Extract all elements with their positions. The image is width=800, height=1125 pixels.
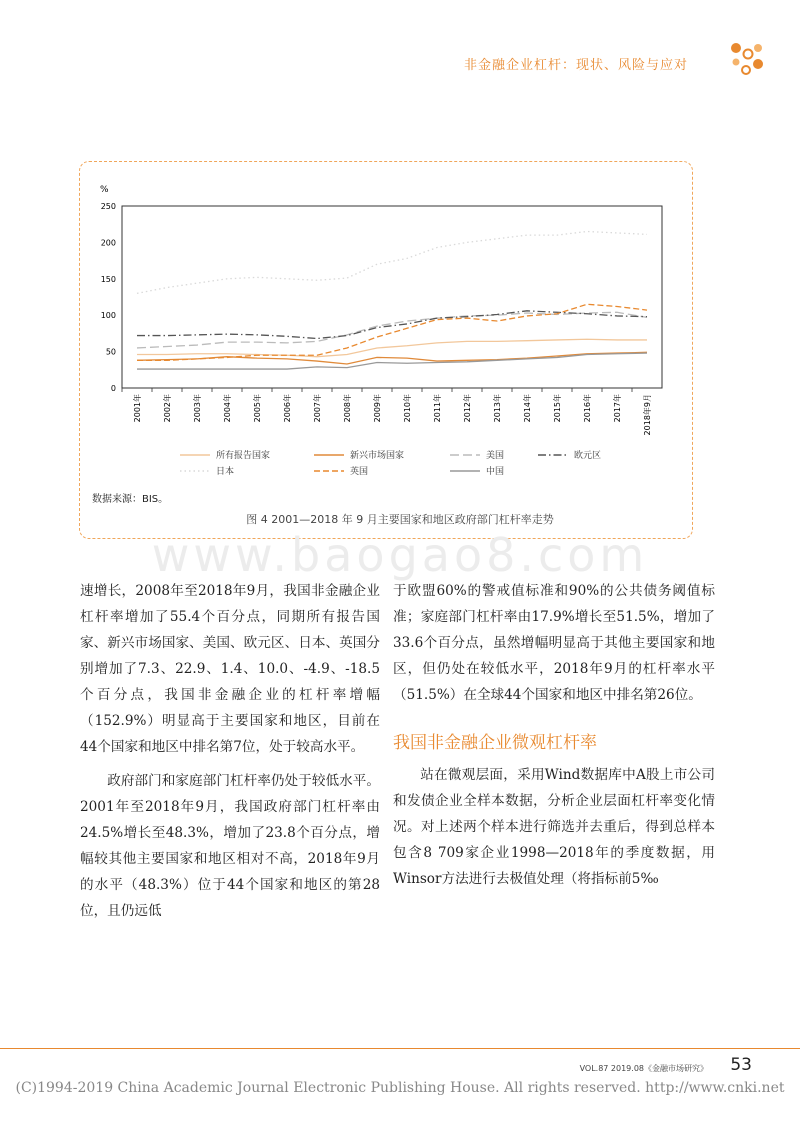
figure-source: 数据来源：BIS。 bbox=[92, 494, 169, 505]
y-unit-label: % bbox=[100, 185, 109, 195]
right-column bbox=[393, 578, 715, 892]
x-tick-label: 2006年 bbox=[283, 394, 292, 423]
series-line-0 bbox=[137, 339, 647, 356]
series-line-3 bbox=[137, 311, 647, 339]
series-line-2 bbox=[137, 312, 647, 348]
paragraph: 于欧盟60%的警戒值标准和90%的公共债务阈值标准；家庭部门杠杆率由17.9%增长至51.5%，增加了33.6个百分点，虽然增幅明显高于其他主要国家和地区，但仍处在较低水平，2018年9月的杠杆率水平（51.5%）在全球44个国家和地区中排名第26位。 bbox=[393, 583, 715, 703]
x-tick-label: 2003年 bbox=[193, 394, 202, 423]
x-tick-label: 2013年 bbox=[493, 394, 502, 423]
x-tick-label: 2007年 bbox=[313, 394, 322, 423]
legend-label: 美国 bbox=[486, 451, 505, 461]
x-tick-label: 2010年 bbox=[403, 394, 412, 423]
honeycomb-logo-icon bbox=[728, 40, 768, 80]
x-tick-label: 2008年 bbox=[343, 394, 352, 423]
x-tick-label: 2016年 bbox=[583, 394, 592, 423]
figure-caption: 图 4 2001—2018 年 9 月主要国家和地区政府部门杠杆率走势 bbox=[246, 513, 554, 526]
x-tick-label: 2009年 bbox=[373, 394, 382, 423]
footer-rule bbox=[0, 1048, 800, 1049]
x-tick-label: 2015年 bbox=[553, 394, 562, 423]
y-tick-label: 150 bbox=[100, 274, 116, 284]
line-chart bbox=[80, 166, 680, 486]
series-line-4 bbox=[137, 231, 647, 293]
x-tick-label: 2004年 bbox=[223, 394, 232, 423]
x-tick-label: 2002年 bbox=[163, 394, 172, 423]
legend-label: 中国 bbox=[486, 467, 505, 477]
x-tick-label: 2017年 bbox=[613, 394, 622, 423]
legend-label: 所有报告国家 bbox=[216, 451, 271, 461]
legend-label: 欧元区 bbox=[574, 451, 602, 461]
x-tick-label: 2018年9月 bbox=[643, 394, 652, 436]
page-number: 53 bbox=[730, 1055, 752, 1075]
x-tick-label: 2014年 bbox=[523, 394, 532, 423]
section-heading: 我国非金融企业微观杠杆率 bbox=[393, 733, 597, 753]
y-tick-label: 250 bbox=[100, 202, 116, 211]
left-column bbox=[80, 578, 380, 924]
copyright-notice: (C)1994-2019 China Academic Journal Electronic Publishing House. All rights reserved. http://www.cnki.net bbox=[15, 1080, 785, 1096]
journal-info: VOL.87 2019.08《金融市场研究》 bbox=[579, 1064, 708, 1073]
paragraph: 速增长，2008年至2018年9月，我国非金融企业杠杆率增加了55.4个百分点，同期所有报告国家、新兴市场国家、美国、欧元区、日本、英国分别增加了7.3、22.9、1.4、10.0、-4.9、-18.5个百分点，我国非金融企业的杠杆率增幅（152.9%）明显高于主要国家和地区，目前在44个国家和地区中排名第7位，处于较高水平。 bbox=[80, 583, 380, 755]
y-tick-label: 200 bbox=[100, 238, 116, 248]
legend-label: 日本 bbox=[216, 467, 235, 477]
y-tick-label: 100 bbox=[100, 311, 116, 321]
x-tick-label: 2005年 bbox=[253, 394, 262, 423]
y-tick-label: 50 bbox=[105, 347, 116, 357]
legend-label: 英国 bbox=[350, 467, 369, 477]
x-tick-label: 2001年 bbox=[133, 394, 142, 423]
watermark: www.baogao8.com bbox=[151, 528, 649, 582]
header-title: 非金融企业杠杆：现状、风险与应对 bbox=[463, 58, 688, 73]
x-tick-label: 2011年 bbox=[433, 394, 442, 423]
y-tick-label: 0 bbox=[110, 384, 116, 393]
paragraph: 站在微观层面，采用Wind数据库中A股上市公司和发债企业全样本数据，分析企业层面杠杆率变化情况。对上述两个样本进行筛选并去重后，得到总样本包含8 709家企业1998—2018年的季度数据，用Winsor方法进行去极值处理（将指标前5‰ bbox=[393, 767, 715, 887]
paragraph: 政府部门和家庭部门杠杆率仍处于较低水平。2001年至2018年9月，我国政府部门杠杆率由24.5%增长至48.3%，增加了23.8个百分点，增幅较其他主要国家和地区相对不高，2018年9月的水平（48.3%）位于44个国家和地区的第28位，且仍远低 bbox=[80, 773, 380, 919]
legend-label: 新兴市场国家 bbox=[350, 451, 405, 461]
plot-area bbox=[122, 206, 662, 388]
x-tick-label: 2012年 bbox=[463, 394, 472, 423]
